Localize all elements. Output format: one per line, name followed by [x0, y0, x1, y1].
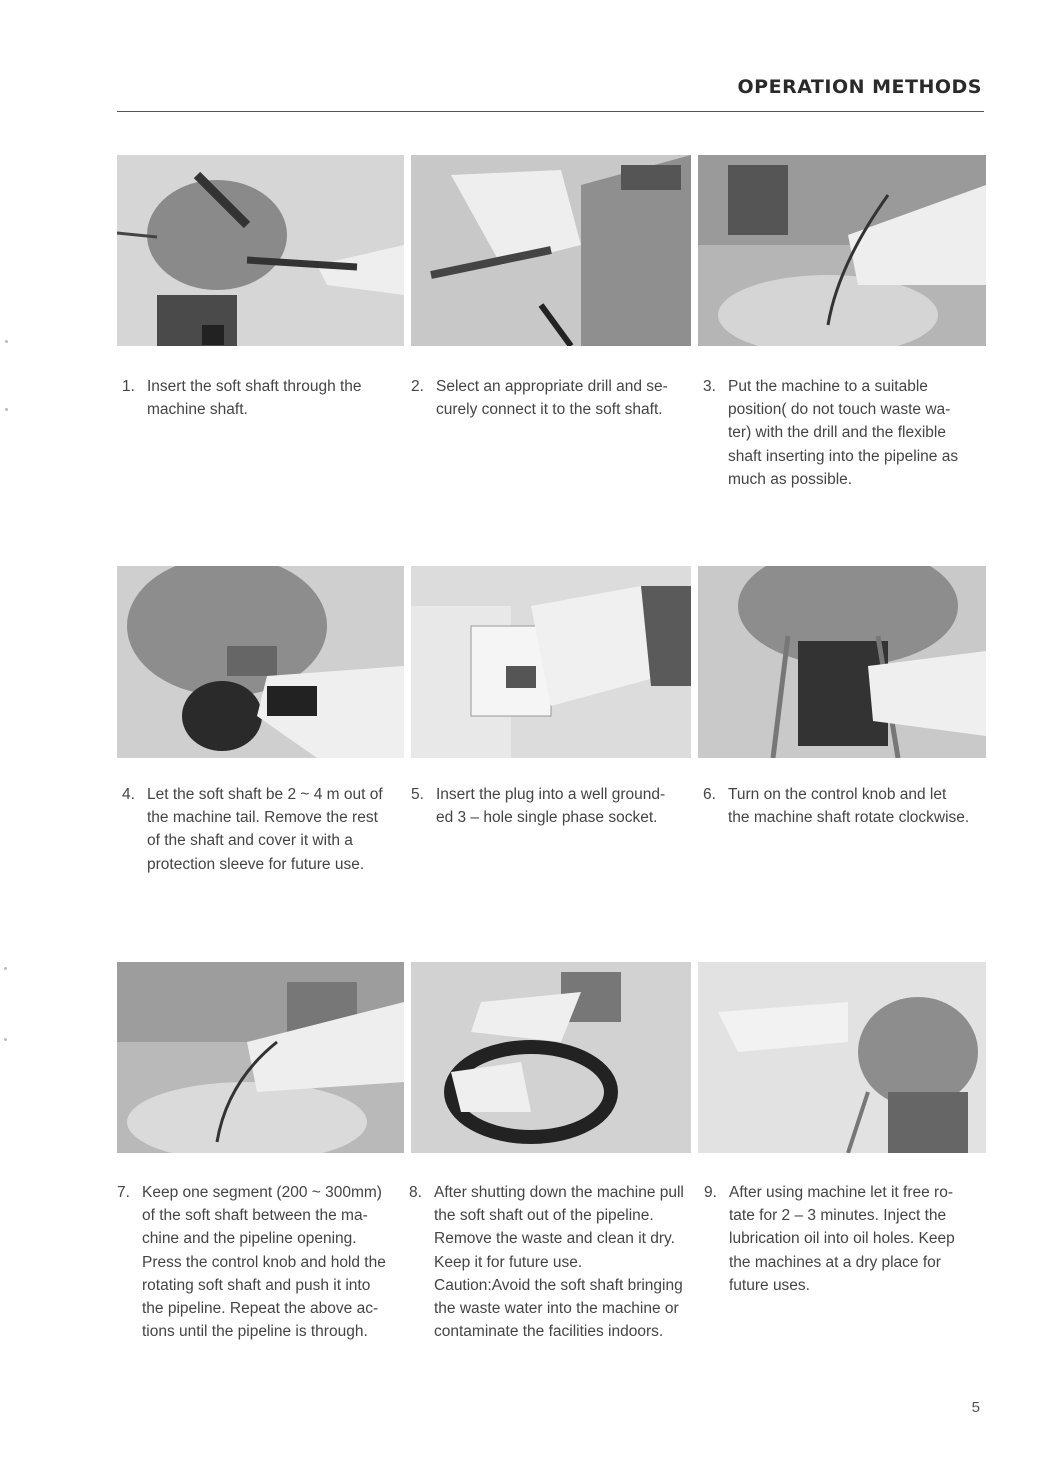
step-line: Let the soft shaft be 2 ~ 4 m out of: [147, 786, 383, 803]
scan-mark: [4, 1038, 7, 1041]
step-line: tate for 2 – 3 minutes. Inject the: [729, 1207, 947, 1225]
step-line: the machine tail. Remove the rest: [147, 809, 378, 827]
step-line: Remove the waste and clean it dry.: [434, 1230, 675, 1248]
step-line: protection sleeve for future use.: [147, 855, 365, 873]
step-line: the pipeline. Repeat the above ac-: [142, 1300, 379, 1318]
step-line: machine shaft.: [147, 401, 248, 419]
step-line: After shutting down the machine pull: [434, 1184, 684, 1201]
step-number: 2.: [411, 378, 424, 395]
photo-step-6: [698, 566, 986, 758]
step-line: Put the machine to a suitable: [728, 378, 928, 395]
photo-step-9: [698, 962, 986, 1153]
step-line: future uses.: [729, 1276, 810, 1294]
step-line: chine and the pipeline opening.: [142, 1230, 357, 1248]
scan-mark: [5, 340, 8, 343]
step-line: Press the control knob and hold the: [142, 1253, 386, 1271]
header-divider: [117, 111, 984, 112]
step-line: Insert the plug into a well ground-: [436, 786, 666, 803]
step-number: 6.: [703, 786, 716, 803]
step-number: 3.: [703, 378, 716, 395]
step-line: Caution:Avoid the soft shaft bringing: [434, 1276, 683, 1294]
step-line: of the soft shaft between the ma-: [142, 1207, 368, 1225]
photo-step-5: [411, 566, 691, 758]
step-line: Turn on the control knob and let: [728, 786, 947, 803]
step-line: the soft shaft out of the pipeline.: [434, 1207, 654, 1225]
step-5: [411, 783, 685, 829]
step-number: 5.: [411, 786, 424, 803]
page-title: OPERATION METHODS: [737, 76, 982, 98]
scan-mark: [4, 967, 7, 970]
step-line: Keep one segment (200 ~ 300mm): [142, 1184, 382, 1201]
step-line: the waste water into the machine or: [434, 1300, 679, 1318]
step-number: 9.: [704, 1184, 717, 1201]
step-line: Select an appropriate drill and se-: [436, 378, 668, 395]
photo-step-8: [411, 962, 691, 1153]
step-7: [117, 1181, 397, 1343]
step-line: rotating soft shaft and push it into: [142, 1276, 371, 1294]
step-3: [703, 375, 978, 491]
step-line: the machines at a dry place for: [729, 1253, 941, 1271]
step-line: the machine shaft rotate clockwise.: [728, 809, 970, 827]
step-line: Keep it for future use.: [434, 1253, 583, 1271]
step-line: ed 3 – hole single phase socket.: [436, 809, 658, 827]
scan-mark: [5, 408, 8, 411]
step-line: lubrication oil into oil holes. Keep: [729, 1230, 955, 1248]
step-number: 4.: [122, 786, 135, 803]
photo-step-4: [117, 566, 404, 758]
step-line: contaminate the facilities indoors.: [434, 1323, 664, 1341]
step-line: tions until the pipeline is through.: [142, 1323, 368, 1341]
step-2: [411, 375, 685, 421]
step-1: [122, 375, 397, 421]
step-number: 8.: [409, 1184, 422, 1201]
step-9: [704, 1181, 983, 1297]
step-line: After using machine let it free ro-: [729, 1184, 953, 1201]
step-line: curely connect it to the soft shaft.: [436, 401, 663, 419]
page-number: 5: [971, 1399, 980, 1416]
step-line: Insert the soft shaft through the: [147, 378, 362, 395]
photo-step-3: [698, 155, 986, 346]
photo-step-2: [411, 155, 691, 346]
step-6: [703, 783, 983, 829]
step-number: 1.: [122, 378, 135, 395]
step-number: 7.: [117, 1184, 130, 1201]
photo-step-1: [117, 155, 404, 346]
step-line: much as possible.: [728, 470, 853, 488]
step-line: position( do not touch waste wa-: [728, 401, 951, 419]
step-line: ter) with the drill and the flexible: [728, 424, 946, 442]
step-line: of the shaft and cover it with a: [147, 832, 353, 850]
step-4: [122, 783, 397, 876]
step-8: [409, 1181, 693, 1343]
photo-step-7: [117, 962, 404, 1153]
step-line: shaft inserting into the pipeline as: [728, 447, 959, 465]
